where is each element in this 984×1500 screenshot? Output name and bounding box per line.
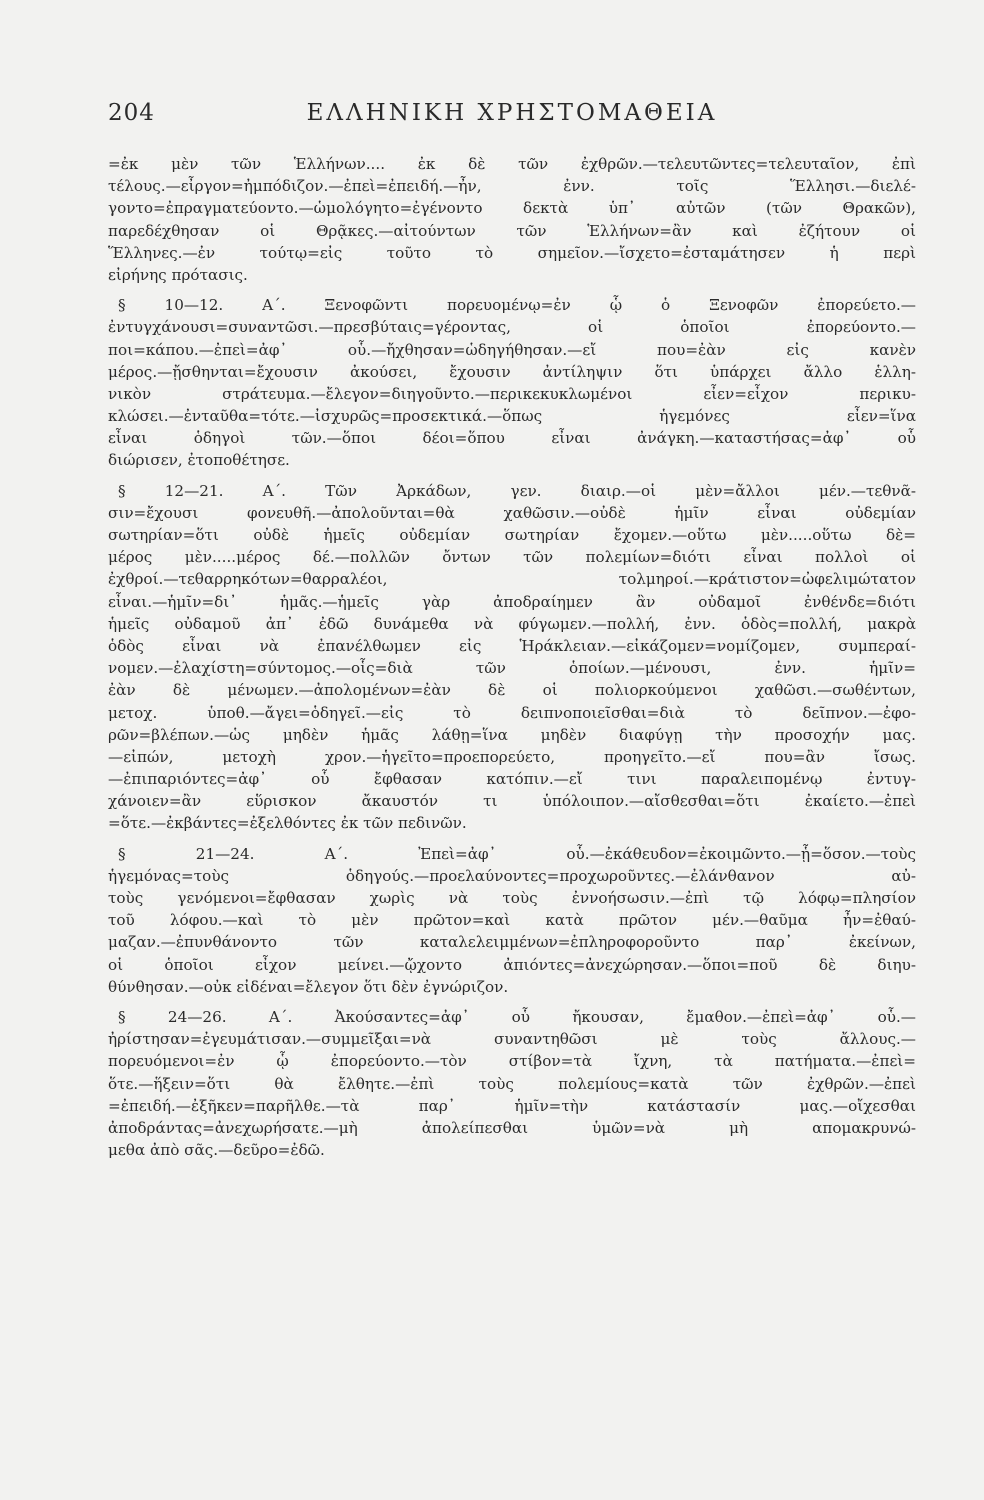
paragraph-gap [108, 286, 916, 294]
paragraph [108, 480, 916, 835]
text-line: θύνθησαν.—οὐκ εἰδέναι=ἔλεγον ὅτι δὲν ἐγνώριζον. [108, 977, 509, 996]
text-line: ὅτε.—ἥξειν=ὅτι θὰ ἔλθητε.—ἐπὶ τοὺς πολεμίους=κατὰ τῶν ἐχθρῶν.—ἐπεὶ [108, 1074, 916, 1093]
text-line: εἶναι ὁδηγοὶ τῶν.—ὅποι δέοι=ὅπου εἶναι ἀνάγκη.—καταστήσας=ἀφ᾽ οὗ [108, 429, 916, 448]
text-line: § 12—21. Α΄. Τῶν Ἀρκάδων, γεν. διαιρ.—οἱ μὲν=ἄλλοι μέν.—τεθνᾶ- [118, 481, 916, 500]
text-line: τοὺς γενόμενοι=ἔφθασαν χωρὶς νὰ τοὺς ἐννοήσωσιν.—ἐπὶ τῷ λόφῳ=πλησίον [108, 889, 916, 907]
paragraph [108, 153, 916, 286]
text-line: πορευόμενοι=ἐν ᾧ ἐπορεύοντο.—τὸν στίβον=τὰ ἴχνη, τὰ πατήματα.—ἐπεὶ= [108, 1052, 916, 1071]
text-line: χάνοιεν=ἂν εὕρισκον ἄκαυστόν τι ὑπόλοιπον.—αἴσθεσθαι=ὅτι ἐκαίετο.—ἐπεὶ [108, 792, 916, 811]
text-line: —ἐπιπαριόντες=ἀφ᾽ οὗ ἔφθασαν κατόπιν.—εἴ τινι παραλειπομένῳ ἐντυγ- [108, 770, 916, 789]
text-line: —εἰπών, μετοχὴ χρον.—ἡγεῖτο=προεπορεύετο, προηγεῖτο.—εἴ που=ἂν ἴσως. [108, 747, 916, 766]
text-line: =ἐκ μὲν τῶν Ἑλλήνων.... ἐκ δὲ τῶν ἐχθρῶν.—τελευτῶντες=τελευταῖον, ἐπὶ [108, 155, 916, 173]
paragraph-gap [108, 835, 916, 843]
text-line: τοῦ λόφου.—καὶ τὸ μὲν πρῶτον=καὶ κατὰ πρῶτον μέν.—θαῦμα ἦν=ἐθαύ- [108, 911, 916, 930]
commentary-text [108, 153, 916, 1161]
text-line: οἱ ὁποῖοι εἶχον μείνει.—ᾤχοντο ἀπιόντες=ἀνεχώρησαν.—ὅποι=ποῦ δὲ διηυ- [108, 955, 916, 974]
text-line: ἡμεῖς οὐδαμοῦ ἀπ᾽ ἐδῶ δυνάμεθα νὰ φύγωμεν.—πολλή, ἐνν. ὁδὸς=πολλή, μακρὰ [108, 614, 916, 633]
text-line: διώρισεν, ἐτοποθέτησε. [108, 451, 290, 470]
page-number: 204 [108, 100, 155, 126]
text-line: κλώσει.—ἐνταῦθα=τότε.—ἰσχυρῶς=προσεκτικά.—ὅπως ἡγεμόνες εἶεν=ἵνα [108, 407, 916, 426]
text-line: παρεδέχθησαν οἱ Θρᾷκες.—αἰτούντων τῶν Ἑλλήνων=ἂν καὶ ἐζήτουν οἱ [108, 221, 916, 240]
text-line: τέλους.—εἶργον=ἠμπόδιζον.—ἐπεὶ=ἐπειδή.—ἦν, ἐνν. τοῖς Ἕλλησι.—διελέ- [108, 177, 916, 196]
paragraph-gap [108, 998, 916, 1006]
text-line: μεθα ἀπὸ σᾶς.—δεῦρο=ἐδῶ. [108, 1141, 325, 1160]
text-line: =ἐπειδή.—ἐξῆκεν=παρῆλθε.—τὰ παρ᾽ ἡμῖν=τὴν κατάστασίν μας.—οἴχεσθαι [108, 1096, 916, 1115]
text-line: =ὅτε.—ἐκβάντες=ἐξελθόντες ἐκ τῶν πεδινῶν. [108, 814, 467, 833]
paragraph [108, 294, 916, 472]
text-line: ἡγεμόνας=τοὺς ὁδηγούς.—προελαύνοντες=προχωροῦντες.—ἐλάνθανον αὐ- [108, 866, 916, 885]
paragraph [108, 1006, 916, 1161]
text-line: ἐχθροί.—τεθαρρηκότων=θαρραλέοι, τολμηροί.—κράτιστον=ὠφελιμώτατον [108, 570, 916, 589]
text-line: σωτηρίαν=ὅτι οὐδὲ ἡμεῖς οὐδεμίαν σωτηρίαν ἔχομεν.—οὕτω μὲν.....οὕτω δὲ= [108, 526, 916, 544]
paragraph-gap [108, 472, 916, 480]
text-line: ἠρίστησαν=ἐγευμάτισαν.—συμμεῖξαι=νὰ συναντηθῶσι μὲ τοὺς ἄλλους.— [108, 1030, 916, 1049]
text-line: ἀποδράντας=ἀνεχωρήσατε.—μὴ ἀπολείπεσθαι ὑμῶν=νὰ μὴ απομακρυνώ- [108, 1118, 916, 1137]
page-header [108, 100, 916, 136]
text-line: νικὸν στράτευμα.—ἔλεγον=διηγοῦντο.—περιкεκυκλωμένοι εἶεν=εἶχον περικυ- [108, 384, 916, 403]
text-line: μαζαν.—ἐπυνθάνοντο τῶν καταλελειμμένων=ἐπληροφοροῦντο παρ᾽ ἐκείνων, [108, 933, 916, 952]
text-line: εἰρήνης πρότασις. [108, 265, 248, 284]
running-title: ΕΛΛΗΝΙΚΗ ΧΡΗΣΤΟΜΑΘΕΙΑ [306, 100, 718, 126]
text-line: § 21—24. Α΄. Ἐπεὶ=ἀφ᾽ οὗ.—ἐκάθευδον=ἐκοιμῶντο.—ᾗ=ὅσον.—τοὺς [118, 844, 916, 863]
text-line: ποι=κάπου.—ἐπεὶ=ἀφ᾽ οὗ.—ἤχθησαν=ὡδηγήθησαν.—εἴ που=ἐὰν εἰς κανὲν [108, 340, 916, 359]
text-line: μετοχ. ὑποθ.—ἄγει=ὁδηγεῖ.—εἰς τὸ δειπνοποιεῖσθαι=διὰ τὸ δεῖπνον.—ἐφο- [108, 703, 916, 722]
text-line: § 10—12. Α΄. Ξενοφῶντι πορευομένῳ=ἐν ᾧ ὁ Ξενοφῶν ἐπορεύετο.— [118, 296, 916, 315]
text-line: νομεν.—ἐλαχίστη=σύντομος.—οἷς=διὰ τῶν ὁποίων.—μένουσι, ἐνν. ἡμῖν= [108, 659, 916, 678]
text-line: μέρος μὲν.....μέρος δέ.—πολλῶν ὄντων τῶν πολεμίων=διότι εἶναι πολλοὶ οἱ [108, 548, 916, 567]
paragraph [108, 843, 916, 998]
text-line: εἶναι.—ἡμῖν=δι᾽ ἡμᾶς.—ἡμεῖς γὰρ ἀποδραίημεν ἂν οὐδαμοῖ ἐνθένδε=διότι [108, 592, 916, 611]
text-line: ρῶν=βλέπων.—ὡς μηδὲν ἡμᾶς λάθῃ=ἵνα μηδὲν διαφύγῃ τὴν προσοχήν μας. [108, 725, 916, 744]
text-line: σιν=ἔχουσι φονευθῆ.—ἀπολοῦνται=θὰ χαθῶσιν.—οὐδὲ ἡμῖν εἶναι οὐδεμίαν [108, 503, 916, 522]
text-line: § 24—26. Α΄. Ἀκούσαντες=ἀφ᾽ οὗ ἤκουσαν, ἔμαθον.—ἐπεὶ=ἀφ᾽ οὗ.— [118, 1007, 916, 1026]
text-line: μέρος.—ᾔσθηνται=ἔχουσιν ἀκούσει, ἔχουσιν ἀντίληψιν ὅτι ὑπάρχει ἄλλο ἑλλη- [108, 362, 916, 381]
text-line: Ἕλληνες.—ἐν τούτῳ=εἰς τοῦτο τὸ σημεῖον.—ἴσχετο=ἐσταμάτησεν ἡ περὶ [108, 243, 916, 262]
text-line: ὁδὸς εἶναι νὰ ἐπανέλθωμεν εἰς Ἡράκλειαν.—εἰκάζομεν=νομίζομεν, συμπεραί- [108, 636, 916, 655]
text-line: ἐντυγχάνουσι=συναντῶσι.—πρεσβύταις=γέροντας, οἱ ὁποῖοι ἐπορεύοντο.— [108, 318, 916, 337]
text-line: γοντο=ἐπραγματεύοντο.—ὡμολόγητο=ἐγένοντο δεκτὰ ὑπ᾽ αὐτῶν (τῶν Θρακῶν), [108, 199, 916, 218]
text-line: ἐὰν δὲ μένωμεν.—ἀπολομένων=ἐὰν δὲ οἱ πολιορκούμενοι χαθῶσι.—σωθέντων, [108, 681, 916, 700]
